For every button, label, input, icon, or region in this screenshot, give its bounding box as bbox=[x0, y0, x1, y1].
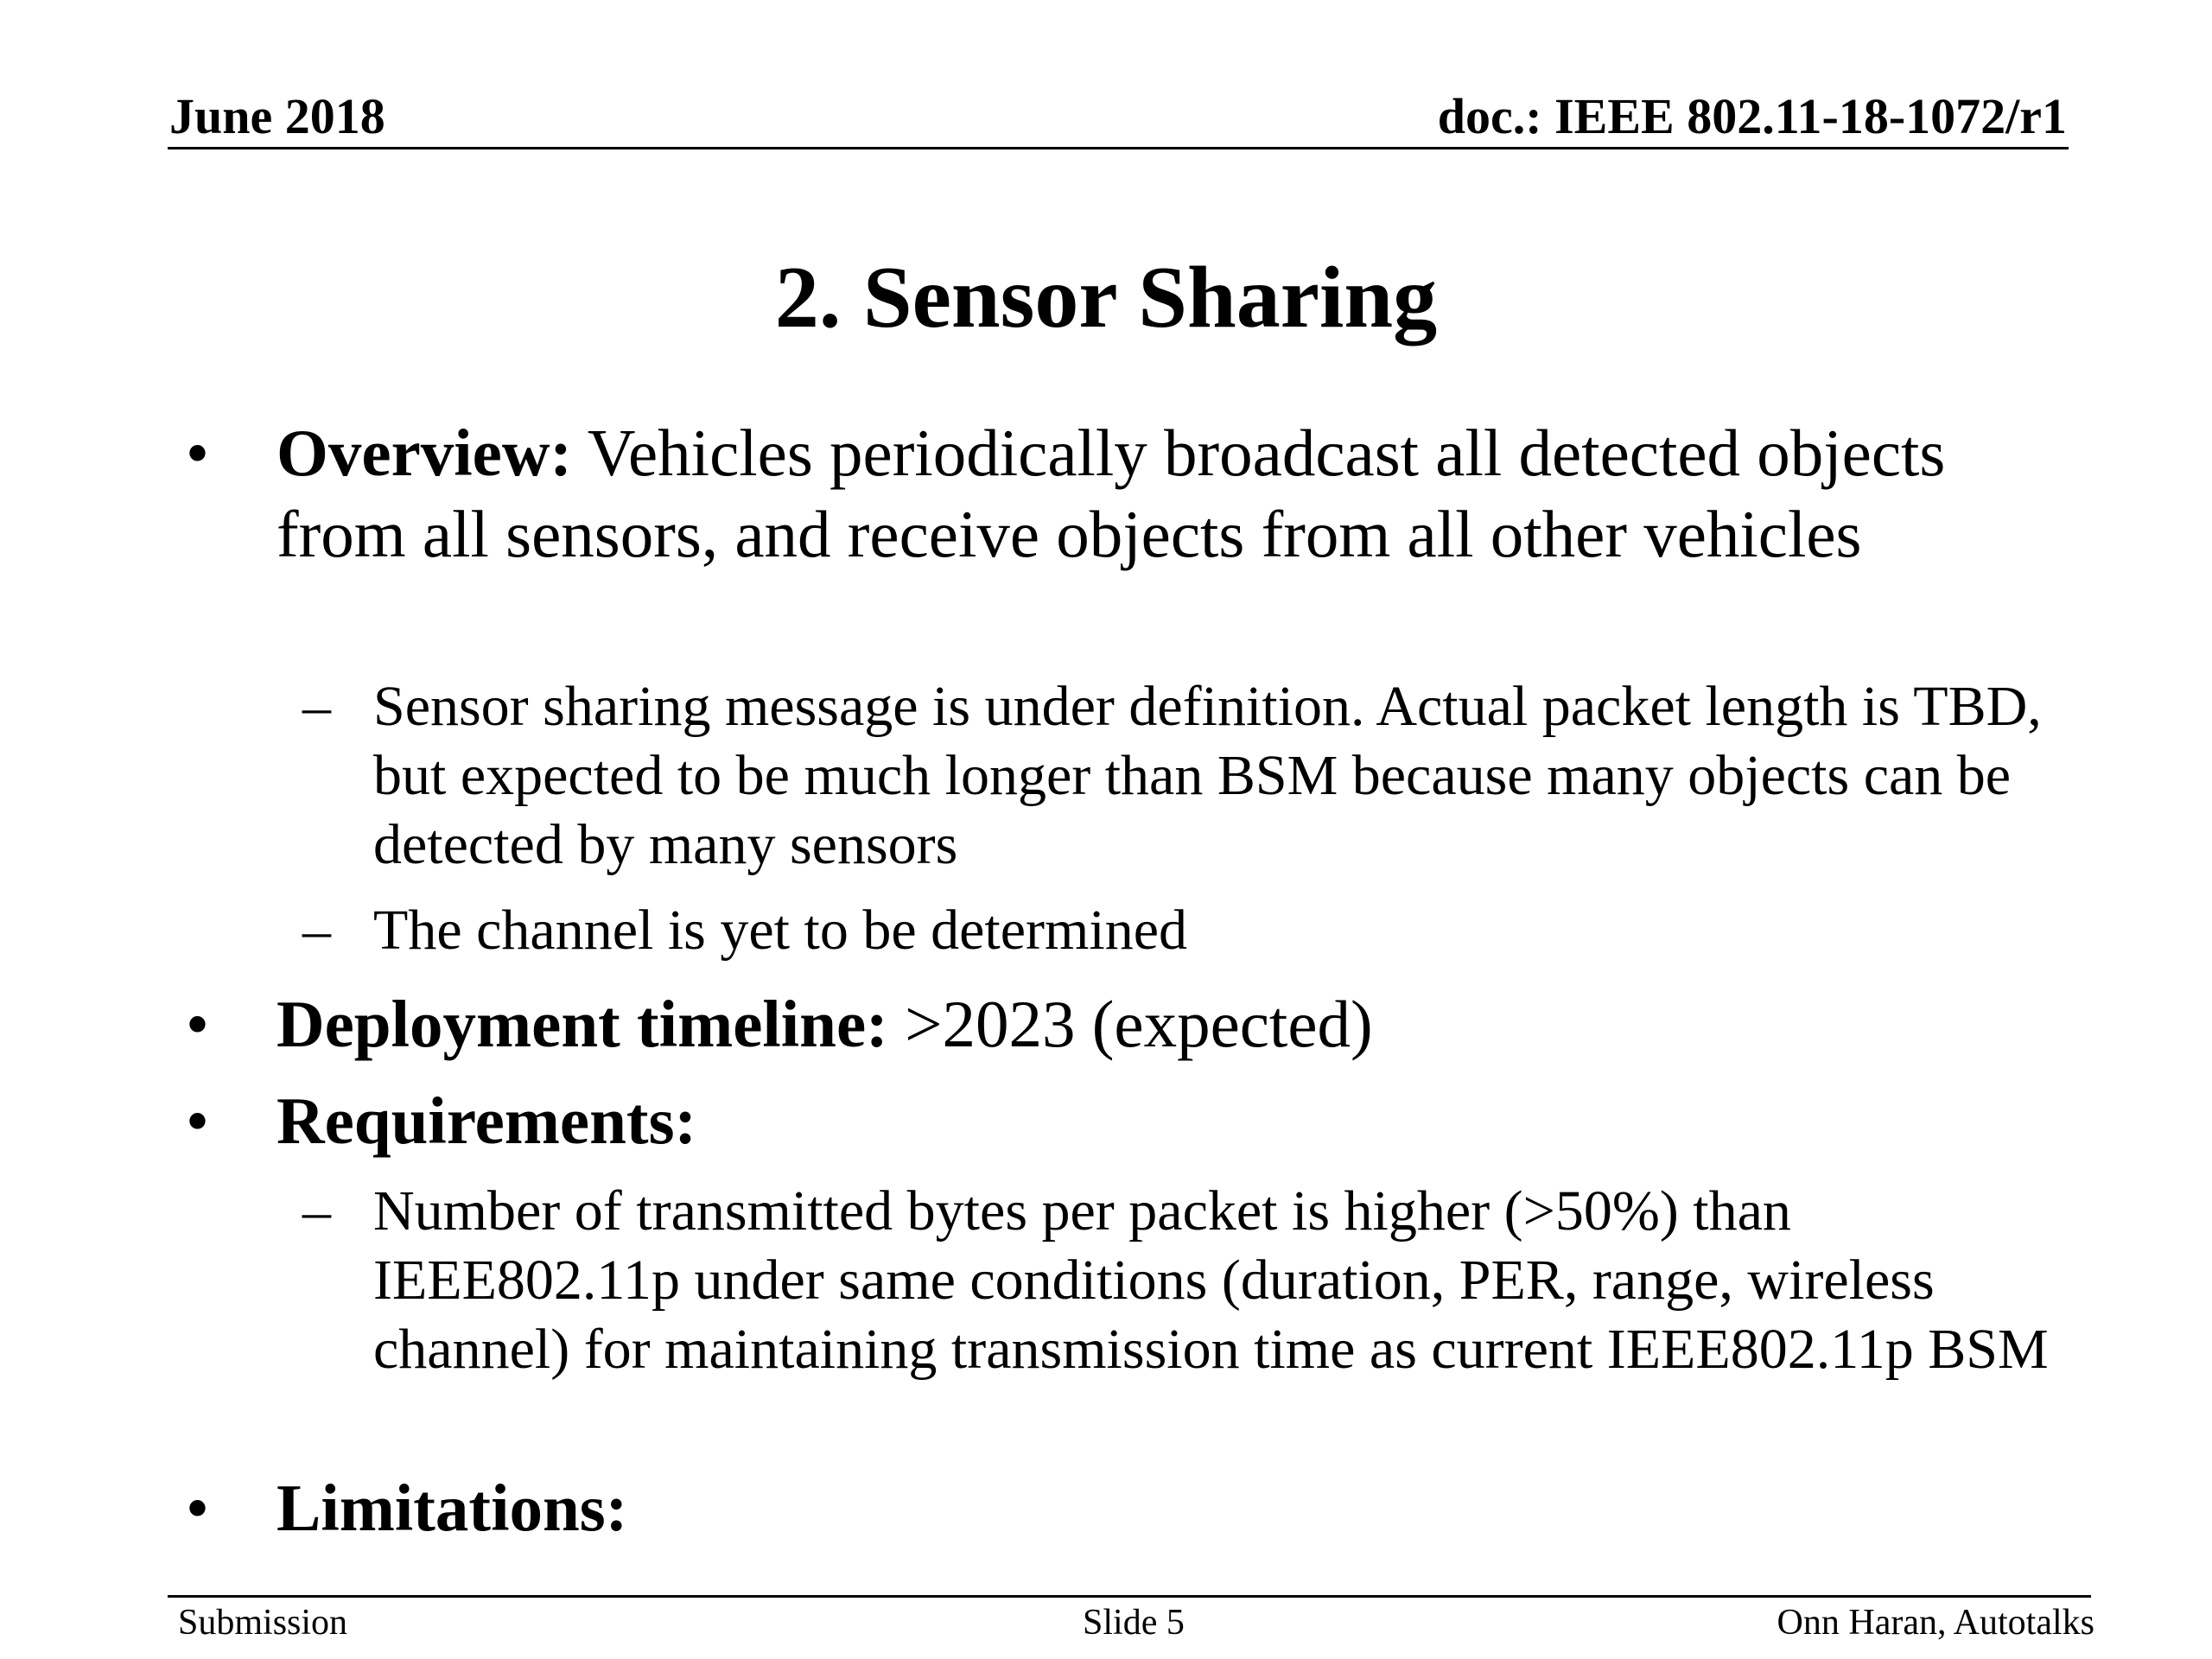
bullet-label: Requirements: bbox=[276, 1084, 697, 1158]
bullet-marker: • bbox=[186, 1471, 209, 1545]
bullet-marker: • bbox=[186, 416, 209, 490]
dash-marker: – bbox=[302, 675, 331, 738]
dash-marker: – bbox=[302, 1179, 331, 1243]
subitem-channel bbox=[302, 896, 2101, 965]
footer-submission: Submission bbox=[178, 1603, 348, 1643]
bullet-deployment-timeline bbox=[186, 983, 2091, 1065]
subitem-text: Number of transmitted bytes per packet is higher (>50%) than IEEE802.11p under same conditions (duration, PER, range, wireless channel) for maintaining transmission time as current IEEE802.11p BSM bbox=[373, 1179, 2049, 1381]
bullet-overview bbox=[186, 412, 2091, 575]
bullet-limitations bbox=[186, 1467, 2091, 1548]
bullet-marker: • bbox=[186, 1084, 209, 1158]
footer-divider bbox=[168, 1595, 2091, 1598]
subitem-transmitted-bytes bbox=[302, 1177, 2101, 1384]
bullet-label: Overview: bbox=[276, 416, 573, 490]
footer-author: Onn Haran, Autotalks bbox=[1777, 1603, 2094, 1643]
subitem-text: Sensor sharing message is under definition. Actual packet length is TBD, but expected to be much longer than BSM because many objects can be detected by many sensors bbox=[373, 675, 2042, 876]
bullet-text: >2023 (expected) bbox=[887, 987, 1373, 1061]
slide-title: 2. Sensor Sharing bbox=[774, 249, 1438, 346]
header-doc-id: doc.: IEEE 802.11-18-1072/r1 bbox=[1437, 88, 2067, 144]
dash-marker: – bbox=[302, 899, 331, 962]
subitem-text: The channel is yet to be determined bbox=[373, 899, 1187, 962]
bullet-label: Limitations: bbox=[276, 1471, 628, 1545]
bullet-text: Vehicles periodically broadcast all detected objects from all sensors, and receive objects from all other vehicles bbox=[276, 416, 1946, 571]
subitem-message-definition bbox=[302, 672, 2101, 880]
header-date: June 2018 bbox=[169, 88, 385, 144]
footer-slide-number: Slide 5 bbox=[1083, 1603, 1185, 1643]
bullet-requirements bbox=[186, 1080, 2091, 1161]
bullet-marker: • bbox=[186, 987, 209, 1061]
bullet-label: Deployment timeline: bbox=[276, 987, 888, 1061]
